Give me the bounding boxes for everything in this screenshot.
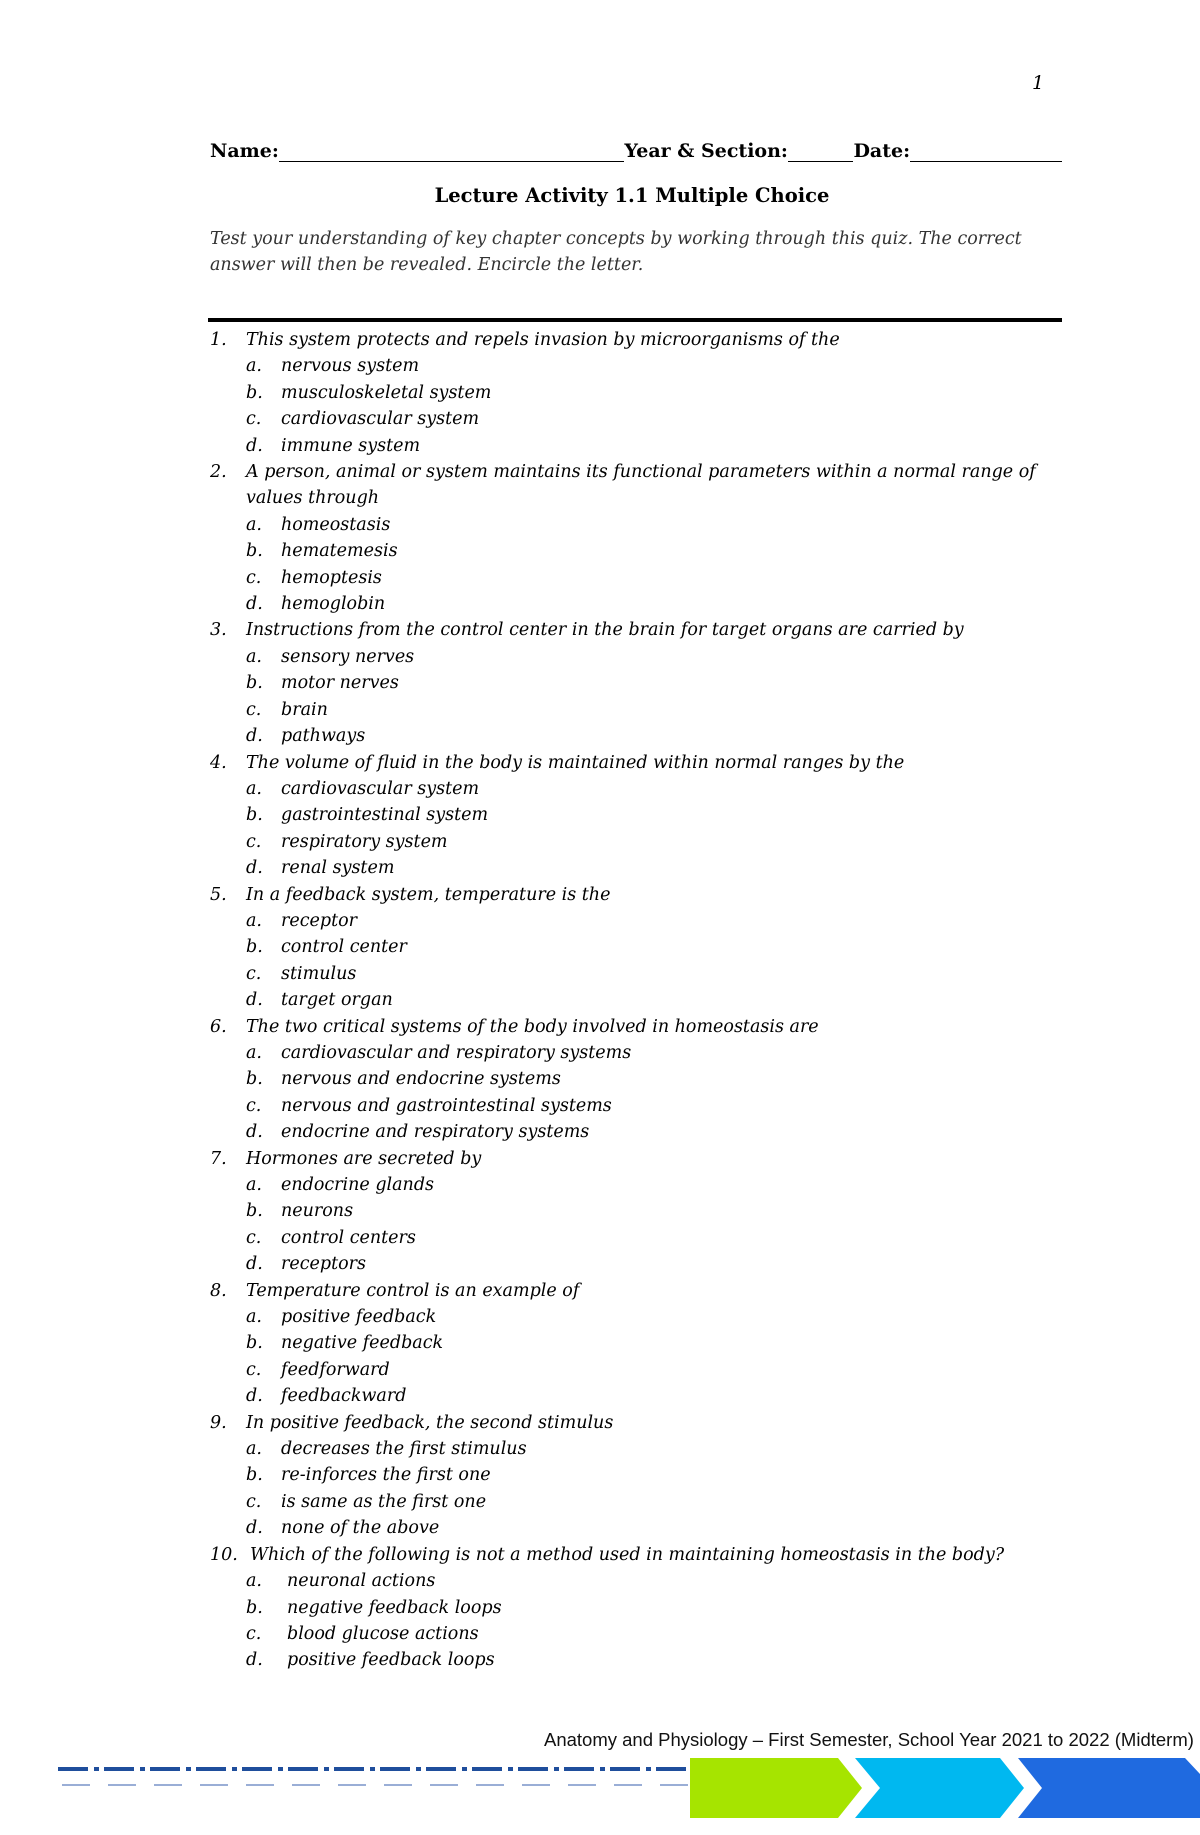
page-title: Lecture Activity 1.1 Multiple Choice xyxy=(434,184,830,207)
option-letter[interactable]: a. xyxy=(246,356,262,377)
answer-option[interactable] xyxy=(210,1330,1060,1356)
question-number: 6. xyxy=(210,1016,227,1037)
option-letter[interactable]: b. xyxy=(246,1201,263,1222)
option-letter[interactable]: d. xyxy=(246,435,263,456)
answer-option[interactable] xyxy=(210,723,1060,749)
footer-dash xyxy=(278,1767,283,1771)
question xyxy=(210,327,1060,353)
question-number: 9. xyxy=(210,1412,227,1433)
question-number: 10. xyxy=(210,1544,238,1565)
year-section-blank[interactable] xyxy=(788,141,854,162)
option-text: neuronal actions xyxy=(287,1571,436,1592)
question-number: 2. xyxy=(210,462,227,483)
option-letter[interactable]: b. xyxy=(246,382,263,403)
question-number: 7. xyxy=(210,1148,227,1169)
question xyxy=(210,617,1060,643)
answer-option[interactable] xyxy=(210,512,1060,538)
footer-dash xyxy=(416,1767,421,1771)
option-letter[interactable]: b. xyxy=(246,1069,263,1090)
answer-option[interactable] xyxy=(210,1462,1060,1488)
footer-dash xyxy=(426,1767,456,1771)
answer-option[interactable] xyxy=(210,406,1060,432)
option-letter[interactable]: d. xyxy=(246,1122,263,1143)
answer-option[interactable] xyxy=(210,1198,1060,1224)
answer-option[interactable] xyxy=(210,433,1060,459)
date-blank[interactable] xyxy=(910,141,1062,162)
answer-option[interactable] xyxy=(210,565,1060,591)
option-text: sensory nerves xyxy=(281,646,415,667)
answer-option[interactable] xyxy=(210,1489,1060,1515)
option-letter[interactable]: a. xyxy=(246,1439,262,1460)
answer-option[interactable] xyxy=(210,1066,1060,1092)
option-letter[interactable]: b. xyxy=(246,937,263,958)
option-letter[interactable]: c. xyxy=(246,567,262,588)
option-text: brain xyxy=(281,699,328,720)
footer-dash xyxy=(568,1784,596,1786)
page-number: 1 xyxy=(1032,72,1045,94)
footer-dash xyxy=(154,1784,182,1786)
question xyxy=(210,1410,1060,1436)
option-letter[interactable]: b. xyxy=(246,1597,263,1618)
answer-option[interactable] xyxy=(210,697,1060,723)
option-text: hemoptesis xyxy=(281,567,382,588)
option-text: feedbackward xyxy=(281,1386,407,1407)
section-rule xyxy=(208,318,1062,322)
question xyxy=(210,882,1060,908)
question-text: The volume of fluid in the body is maintained within normal ranges by the xyxy=(246,752,905,773)
footer-dash xyxy=(200,1784,228,1786)
question-number: 1. xyxy=(210,330,227,350)
option-letter[interactable]: a. xyxy=(246,1042,262,1063)
question xyxy=(210,750,1060,776)
question-number: 5. xyxy=(210,884,227,905)
question-number: 4. xyxy=(210,752,227,773)
option-text: stimulus xyxy=(281,963,357,984)
footer-dash xyxy=(646,1767,651,1771)
option-text: re-inforces the first one xyxy=(281,1465,491,1486)
answer-option[interactable] xyxy=(210,829,1060,855)
answer-option[interactable] xyxy=(210,1093,1060,1119)
footer-dash xyxy=(380,1767,410,1771)
date-label: Date: xyxy=(853,140,911,162)
question-number: 3. xyxy=(210,620,227,641)
option-text: cardiovascular and respiratory systems xyxy=(281,1042,632,1063)
question-text: Instructions from the control center in the brain for target organs are carried by xyxy=(246,620,964,641)
year-section-label: Year & Section: xyxy=(624,140,788,162)
question xyxy=(210,459,1060,512)
option-text: positive feedback xyxy=(281,1307,437,1328)
footer-dash xyxy=(522,1784,550,1786)
option-letter[interactable]: d. xyxy=(246,1650,263,1671)
option-text: decreases the first stimulus xyxy=(281,1439,527,1460)
footer-dash xyxy=(338,1784,366,1786)
option-letter[interactable]: d. xyxy=(246,1386,263,1407)
option-letter[interactable]: c. xyxy=(246,831,262,852)
answer-option[interactable] xyxy=(210,934,1060,960)
question-text: The two critical systems of the body involved in homeostasis are xyxy=(246,1016,819,1037)
option-letter[interactable]: a. xyxy=(246,1175,262,1195)
option-letter[interactable]: c. xyxy=(246,409,262,430)
option-text: target organ xyxy=(281,990,393,1011)
option-text: immune system xyxy=(281,435,421,456)
question-text: In a feedback system, temperature is the xyxy=(246,884,611,905)
option-text: control center xyxy=(281,937,407,958)
quiz xyxy=(210,327,1060,1674)
footer-dash xyxy=(94,1767,99,1771)
option-text: motor nerves xyxy=(281,673,399,694)
instructions: Test your understanding of key chapter concepts by working through this quiz. The correct answer will then be revealed. Encircle the letter. xyxy=(210,229,1022,275)
option-text: receptor xyxy=(281,910,358,931)
option-letter[interactable]: d. xyxy=(246,726,263,747)
footer-dash xyxy=(472,1767,502,1771)
question-text: In positive feedback, the second stimulus xyxy=(246,1412,614,1433)
option-text: is same as the first one xyxy=(281,1491,487,1512)
answer-option[interactable] xyxy=(210,380,1060,406)
name-label: Name: xyxy=(210,140,279,162)
option-letter[interactable]: c. xyxy=(246,699,262,720)
footer-dash xyxy=(186,1767,191,1771)
answer-option[interactable] xyxy=(210,802,1060,828)
option-letter[interactable]: d. xyxy=(246,1254,263,1275)
option-letter[interactable]: d. xyxy=(246,594,263,615)
option-text: blood glucose actions xyxy=(287,1623,479,1644)
option-text: control centers xyxy=(281,1227,416,1248)
option-text: hemoglobin xyxy=(281,594,386,615)
footer-dash xyxy=(232,1767,237,1771)
question-text: Which of the following is not a method used in maintaining homeostasis in the body? xyxy=(250,1544,1005,1565)
option-text: nervous and endocrine systems xyxy=(281,1069,561,1090)
question-text: This system protects and repels invasion by microorganisms of the xyxy=(246,330,840,350)
footer-dash xyxy=(518,1767,548,1771)
option-letter[interactable]: c. xyxy=(246,1227,262,1248)
footer-dash xyxy=(242,1767,272,1771)
footer-dash xyxy=(430,1784,458,1786)
footer-text: Anatomy and Physiology – First Semester, School Year 2021 to 2022 (Midterm) xyxy=(544,1729,1194,1750)
question-text: Hormones are secreted by xyxy=(246,1148,482,1169)
answer-option[interactable] xyxy=(210,908,1060,934)
option-letter[interactable]: a. xyxy=(246,1571,262,1592)
option-text: pathways xyxy=(281,726,366,747)
option-text: cardiovascular system xyxy=(281,778,480,799)
question xyxy=(210,1278,1060,1304)
option-text: hematemesis xyxy=(281,541,398,562)
option-letter[interactable]: c. xyxy=(246,1623,262,1644)
name-blank[interactable] xyxy=(279,141,624,162)
option-text: endocrine glands xyxy=(281,1175,435,1195)
footer-dash xyxy=(150,1767,180,1771)
answer-option[interactable] xyxy=(210,1040,1060,1066)
option-letter[interactable]: d. xyxy=(246,858,263,879)
answer-option[interactable] xyxy=(210,1225,1060,1251)
answer-option[interactable] xyxy=(210,1515,1060,1541)
answer-option[interactable] xyxy=(210,1251,1060,1277)
question xyxy=(210,1542,1060,1568)
option-letter[interactable]: a. xyxy=(246,646,262,667)
footer-dash xyxy=(370,1767,375,1771)
footer-dash xyxy=(462,1767,467,1771)
answer-option[interactable] xyxy=(210,644,1060,670)
option-letter[interactable]: b. xyxy=(246,805,263,826)
option-letter[interactable]: a. xyxy=(246,778,262,799)
option-text: negative feedback loops xyxy=(287,1597,502,1618)
footer-dash xyxy=(564,1767,594,1771)
question xyxy=(210,1014,1060,1040)
option-letter[interactable]: a. xyxy=(246,514,262,535)
footer-decoration xyxy=(0,1758,1200,1818)
footer-dash xyxy=(140,1767,145,1771)
option-text: negative feedback xyxy=(281,1333,444,1354)
footer-dash xyxy=(108,1784,136,1786)
answer-option[interactable] xyxy=(210,1172,1060,1198)
answer-option[interactable] xyxy=(210,1621,1060,1647)
option-letter[interactable]: c. xyxy=(246,963,262,984)
question-text: A person, animal or system maintains its functional parameters within a normal range of values through xyxy=(246,462,1036,509)
footer-dash xyxy=(610,1767,640,1771)
option-letter[interactable]: d. xyxy=(246,1518,263,1539)
answer-option[interactable] xyxy=(210,1436,1060,1462)
answer-option[interactable] xyxy=(210,1304,1060,1330)
option-letter[interactable]: a. xyxy=(246,910,262,931)
option-text: musculoskeletal system xyxy=(281,382,492,403)
option-text: feedforward xyxy=(281,1359,390,1380)
footer-dash xyxy=(384,1784,412,1786)
answer-option[interactable] xyxy=(210,987,1060,1013)
answer-option[interactable] xyxy=(210,855,1060,881)
footer-dash xyxy=(600,1767,605,1771)
answer-option[interactable] xyxy=(210,1357,1060,1383)
footer-dash xyxy=(246,1784,274,1786)
footer-arrow-green xyxy=(690,1758,862,1818)
option-letter[interactable]: a. xyxy=(246,1307,262,1328)
option-text: cardiovascular system xyxy=(281,409,480,430)
student-info-line xyxy=(210,140,1062,162)
option-text: receptors xyxy=(281,1254,366,1275)
option-letter[interactable]: c. xyxy=(246,1491,262,1512)
footer-arrow-blue xyxy=(1018,1758,1200,1818)
footer-dash xyxy=(660,1784,688,1786)
answer-option[interactable] xyxy=(210,1119,1060,1145)
option-text: nervous system xyxy=(281,356,420,377)
question xyxy=(210,1146,1060,1172)
footer-dash xyxy=(58,1767,88,1771)
option-text: respiratory system xyxy=(281,831,448,852)
footer-dash xyxy=(62,1784,90,1786)
question-text: Temperature control is an example of xyxy=(246,1280,580,1301)
option-letter[interactable]: c. xyxy=(246,1359,262,1380)
option-letter[interactable]: b. xyxy=(246,541,263,562)
option-text: nervous and gastrointestinal systems xyxy=(281,1095,612,1116)
option-letter[interactable]: b. xyxy=(246,1465,263,1486)
footer-dash xyxy=(614,1784,642,1786)
footer-dash-pattern xyxy=(58,1767,697,1786)
option-letter[interactable]: c. xyxy=(246,1095,262,1116)
footer-dash xyxy=(508,1767,513,1771)
answer-option[interactable] xyxy=(210,538,1060,564)
option-letter[interactable]: d. xyxy=(246,990,263,1011)
question-number: 8. xyxy=(210,1280,227,1301)
answer-option[interactable] xyxy=(210,776,1060,802)
option-text: homeostasis xyxy=(281,514,391,535)
option-text: gastrointestinal system xyxy=(281,805,489,826)
option-letter[interactable]: b. xyxy=(246,1333,263,1354)
answer-option[interactable] xyxy=(210,1383,1060,1409)
footer-arrow-cyan xyxy=(855,1758,1024,1818)
option-text: none of the above xyxy=(281,1518,440,1539)
answer-option[interactable] xyxy=(210,1595,1060,1621)
option-text: endocrine and respiratory systems xyxy=(281,1122,590,1143)
answer-option[interactable] xyxy=(210,961,1060,987)
answer-option[interactable] xyxy=(210,1647,1060,1673)
footer-dash xyxy=(196,1767,226,1771)
footer-dash xyxy=(656,1767,686,1771)
option-text: neurons xyxy=(281,1201,354,1222)
footer-dash xyxy=(476,1784,504,1786)
answer-option[interactable] xyxy=(210,591,1060,617)
footer-dash xyxy=(334,1767,364,1771)
option-text: renal system xyxy=(281,858,395,879)
footer-dash xyxy=(104,1767,134,1771)
answer-option[interactable] xyxy=(210,353,1060,379)
answer-option[interactable] xyxy=(210,1568,1060,1594)
footer-dash xyxy=(554,1767,559,1771)
footer-dash xyxy=(288,1767,318,1771)
footer-dash xyxy=(292,1784,320,1786)
option-letter[interactable]: b. xyxy=(246,673,263,694)
option-text: positive feedback loops xyxy=(287,1650,495,1671)
answer-option[interactable] xyxy=(210,670,1060,696)
footer-dash xyxy=(324,1767,329,1771)
